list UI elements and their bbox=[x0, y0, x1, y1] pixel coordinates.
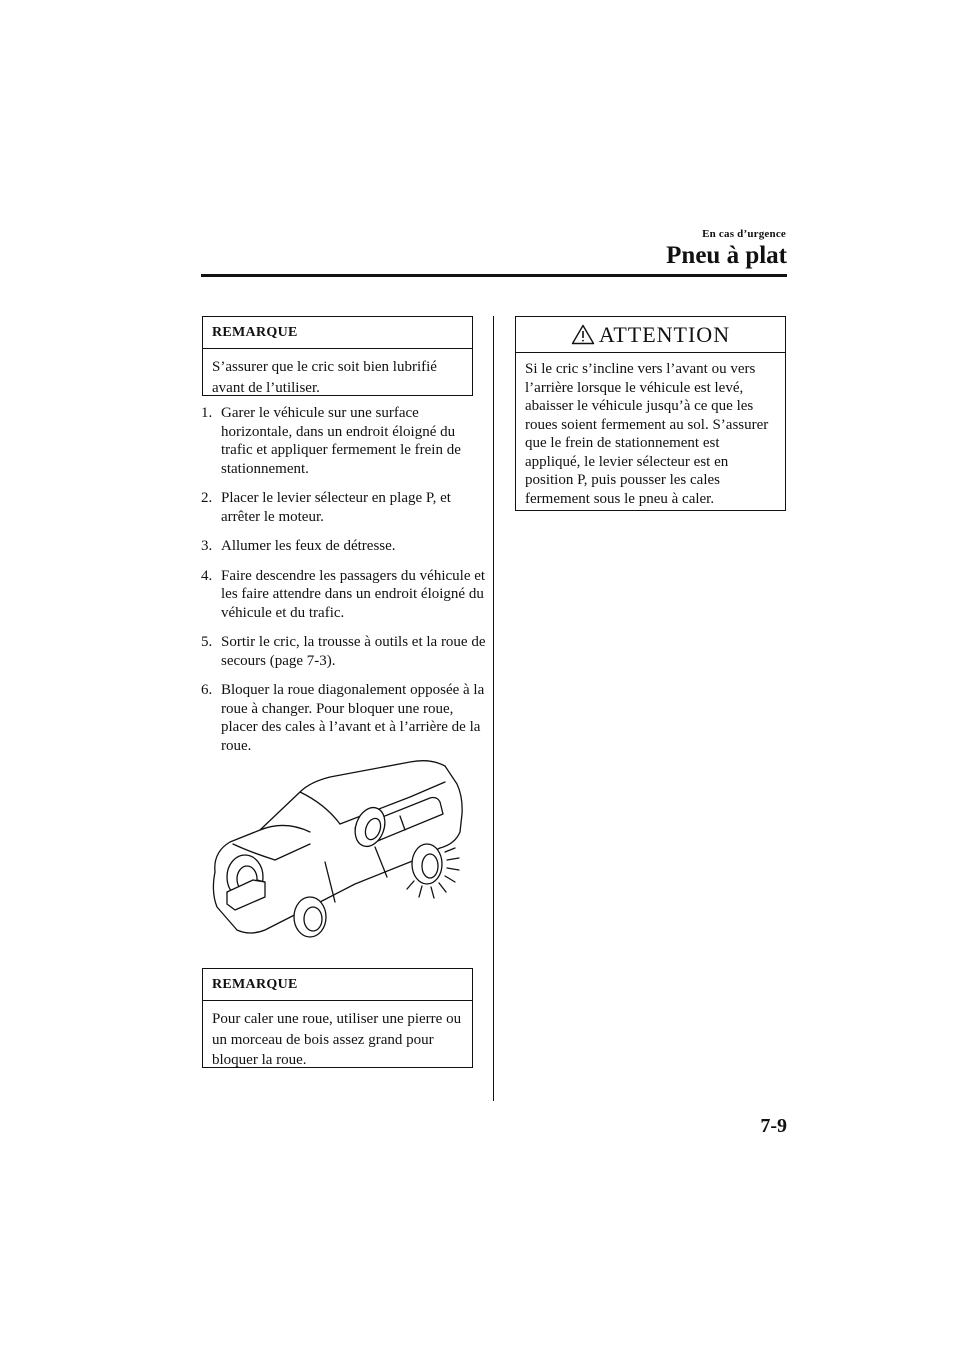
note-box bbox=[202, 316, 473, 396]
note-text: Pour caler une roue, utiliser une pierre ou un morceau de bois assez grand pour bloquer la roue. bbox=[212, 1011, 462, 1068]
note-title: REMARQUE bbox=[203, 969, 472, 1001]
step-text: Sortir le cric, la trousse à outils et la roue de secours (page 7-3). bbox=[221, 634, 486, 669]
column-divider bbox=[493, 316, 494, 1101]
step-item bbox=[201, 633, 486, 670]
step-number: 1. bbox=[201, 405, 213, 421]
step-number: 6. bbox=[201, 682, 213, 698]
steps-list bbox=[201, 404, 486, 766]
step-text: Bloquer la roue diagonalement opposée à la roue à changer. Pour bloquer une roue, placer des cales à l’avant et à l’arrière de la roue. bbox=[221, 682, 485, 754]
step-item bbox=[201, 489, 486, 526]
step-item bbox=[201, 567, 486, 623]
attention-box bbox=[515, 316, 786, 511]
step-number: 3. bbox=[201, 538, 213, 554]
step-number: 2. bbox=[201, 490, 213, 506]
section-label: En cas d’urgence bbox=[702, 228, 786, 240]
attention-header bbox=[516, 317, 785, 353]
step-item bbox=[201, 681, 486, 755]
header-rule bbox=[201, 274, 787, 277]
step-number: 4. bbox=[201, 567, 213, 584]
note-text: S’assurer que le cric soit bien lubrifié avant de l’utiliser. bbox=[212, 359, 437, 396]
attention-text: Si le cric s’incline vers l’avant ou vers l’arrière lorsque le véhicule est levé, abaisser le véhicule jusqu’à ce que les roues soient fermement au sol. S’assurer que le frein de stationnement est appliqué, le levier sélecteur est en position P, puis pousser les cales fermement sous le pneu à caler. bbox=[525, 361, 769, 507]
note-title: REMARQUE bbox=[203, 317, 472, 349]
note-box bbox=[202, 968, 473, 1068]
step-number: 5. bbox=[201, 634, 213, 650]
step-item bbox=[201, 537, 486, 556]
page-title: Pneu à plat bbox=[666, 242, 787, 269]
attention-title: ATTENTION bbox=[598, 321, 731, 347]
car-wheel-chock-illustration bbox=[205, 752, 475, 947]
warning-triangle-icon bbox=[571, 324, 595, 345]
step-text: Allumer les feux de détresse. bbox=[221, 538, 396, 554]
page-number: 7-9 bbox=[760, 1115, 787, 1137]
step-item bbox=[201, 404, 486, 478]
step-text: Placer le levier sélecteur en plage P, et arrêter le moteur. bbox=[221, 490, 451, 525]
step-text: Faire descendre les passagers du véhicule et les faire attendre dans un endroit éloigné du véhicule et du trafic. bbox=[221, 567, 486, 621]
step-text: Garer le véhicule sur une surface horizontale, dans un endroit éloigné du trafic et appliquer fermement le frein de stationnement. bbox=[221, 405, 461, 477]
